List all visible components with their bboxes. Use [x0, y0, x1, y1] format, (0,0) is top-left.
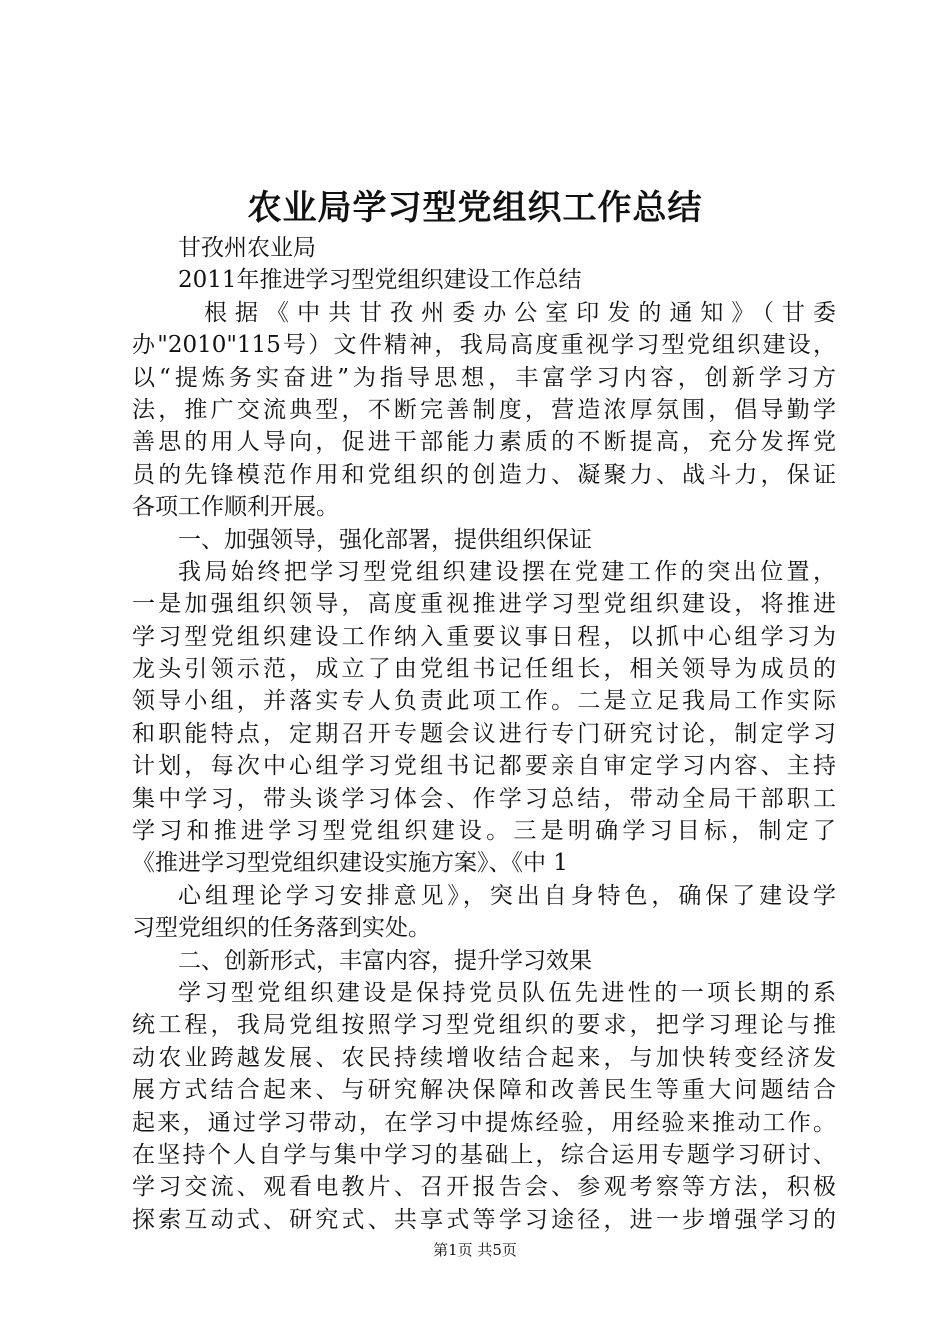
section-heading: 二、创新形式，丰富内容，提升学习效果: [178, 947, 592, 974]
paragraph-line: 法，推广交流典型，不断完善制度，营造浓厚氛围，倡导勤学: [132, 396, 836, 423]
subtitle-line: 2011年推进学习型党组织建设工作总结: [178, 267, 582, 294]
paragraph-line: 各项工作顺利开展。: [132, 494, 339, 521]
paragraph-line: 和职能特点，定期召开专题会议进行专门研究讨论，制定学习: [132, 720, 836, 747]
paragraph-line: 员的先锋模范作用和党组织的创造力、凝聚力、战斗力，保证: [132, 461, 836, 488]
author-line: 甘孜州农业局: [178, 235, 316, 261]
paragraph-line: 心组理论学习安排意见》，突出自身特色，确保了建设学: [178, 882, 836, 909]
paragraph-line: 集中学习，带头谈学习体会、作学习总结，带动全局干部职工: [132, 785, 836, 812]
paragraph-line: 习型党组织的任务落到实处。: [132, 915, 431, 942]
paragraph-line: 起来，通过学习带动，在学习中提炼经验，用经验来推动工作。: [132, 1109, 836, 1136]
page-number-footer: 第1页 共5页: [433, 1241, 517, 1259]
paragraph-line: 动农业跨越发展、农民持续增收结合起来，与加快转变经济发: [132, 1044, 836, 1071]
paragraph-line: 善思的用人导向，促进干部能力素质的不断提高，充分发挥党: [132, 429, 836, 456]
paragraph-line: 学习型党组织建设是保持党员队伍先进性的一项长期的系: [178, 979, 836, 1006]
paragraph-line: 在坚持个人自学与集中学习的基础上，综合运用专题学习研讨、: [132, 1141, 836, 1168]
paragraph-line: 计划，每次中心组学习党组书记都要亲自审定学习内容、主持: [132, 753, 836, 780]
paragraph-line: 统工程，我局党组按照学习型党组织的要求，把学习理论与推: [132, 1012, 836, 1039]
paragraph-line: 探索互动式、研究式、共享式等学习途径，进一步增强学习的: [132, 1206, 836, 1233]
paragraph-line: 以“提炼务实奋进”为指导思想，丰富学习内容，创新学习方: [132, 364, 836, 391]
paragraph-line: 学习型党组织建设工作纳入重要议事日程，以抓中心组学习为: [132, 623, 836, 650]
paragraph-line: 学习和推进学习型党组织建设。三是明确学习目标，制定了: [132, 818, 836, 845]
paragraph-line: 办"2010"115号）文件精神，我局高度重视学习型党组织建设，: [132, 332, 836, 359]
paragraph-line: 《推进学习型党组织建设实施方案》、《中 1: [132, 850, 568, 877]
document-body: [132, 232, 836, 1236]
document-title: 农业局学习型党组织工作总结: [247, 188, 703, 228]
paragraph-line: 领导小组，并落实专人负责此项工作。二是立足我局工作实际: [132, 688, 836, 715]
paragraph-line: 展方式结合起来、与研究解决保障和改善民生等重大问题结合: [132, 1077, 836, 1104]
paragraph-line: 我局始终把学习型党组织建设摆在党建工作的突出位置，: [178, 558, 836, 585]
paragraph-line: 根据《中共甘孜州委办公室印发的通知》（甘委: [204, 299, 836, 326]
paragraph-line: 一是加强组织领导，高度重视推进学习型党组织建设，将推进: [132, 591, 836, 618]
section-heading: 一、加强领导，强化部署，提供组织保证: [178, 526, 592, 553]
paragraph-line: 龙头引领示范，成立了由党组书记任组长，相关领导为成员的: [132, 656, 836, 683]
paragraph-line: 学习交流、观看电教片、召开报告会、参观考察等方法，积极: [132, 1174, 836, 1201]
